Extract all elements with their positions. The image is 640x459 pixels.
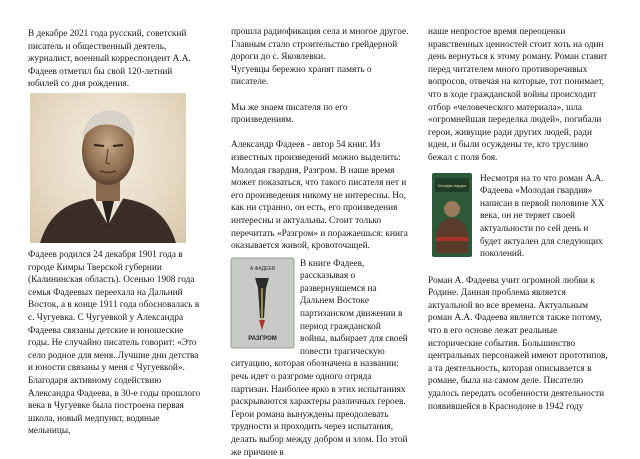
middle-paragraph-4: Александр Фадеев - автор 54 книг. Из известных произведений можно выделить: Молодая гвардия, Разгром. В наше время может показаться, что такого писателя нет и его произведения никому не интересны. Но, как ни странно, он есть, его произведения интересны и актуальны. Стоит только перечитать «Разгром» и поражаешься: книга оказывается живой, кровоточащей.	[231, 140, 408, 252]
book1-author: А.ФАДЕЕВ	[249, 265, 276, 272]
book-cover-razgrom-drawing	[231, 258, 294, 348]
biography-paragraph: Фадеев родился 24 декабря 1901 года в городе Кимры Тверской губернии (Калининская область). Осенью 1908 года семья Фадеевых переехала на Дальний Восток, а в конце 1911 года обосновалась в с. Чугуевка. С Чугуевкой у Александра Фадеева связаны детские и юношеские годы. Не случайно писатель говорит: «Это село родное для меня. Лучшие дни детства и юности связаны у меня с Чугуевкой». Благодаря активному содействию Александра Фадеева, в 30-е годы прошлого века в Чугуевке была построена первая школа, новый медпункт, водяные мельницы,	[28, 249, 201, 437]
book-cover-razgrom	[231, 258, 294, 348]
intro-paragraph: В декабре 2021 года русский, советский писатель и общественный деятель, журналист, военный корреспондент А.А. Фадеев отметил бы свой 120-летний юбилей со дня рождения.	[28, 29, 191, 90]
book2-title: Молодая гвардия	[437, 183, 467, 188]
book-cover-molodaya-gvardiya	[432, 173, 472, 257]
book-cover-molodaya-gvardiya-drawing	[432, 173, 472, 257]
middle-paragraph-2: Чугуевцы бережно хранят память о писателе.	[231, 64, 372, 88]
middle-paragraph-5: В книге Фадеев, рассказывая о развернувшемся на Дальнем Востоке партизанском движении в период гражданской войны, выбирает для своей повести трагическую ситуацию, которая обозначена в названии: речь идет о разгроме одного отряда партизан. Наиболее ярко в этих испытаниях раскрываются характеры различных героев. Герои романа вынуждены преодолевать трудности и проходить через испытания, делать выбор между добром и злом. По этой же причине в	[231, 258, 408, 458]
right-paragraph-2: Несмотря на то что роман А.А. Фадеева «Молодая гвардия» написан в первой половине XX века, он не теряет своей актуальности по сей день и будет актуален для следующих поколений.	[480, 173, 605, 260]
middle-paragraph-1: прошла радиофикация села и многое другое. Главным стало строительство грейдерной дороги до с. Яковлевки.	[231, 27, 409, 63]
left-column	[28, 0, 204, 438]
middle-paragraph-3: Мы же знаем писателя по его произведениям.	[231, 102, 348, 126]
portrait-fadeev	[30, 93, 186, 243]
book1-title: РАЗГРОМ	[248, 335, 277, 342]
right-column	[428, 0, 608, 413]
middle-column	[231, 0, 409, 459]
right-paragraph-1: наше непростое время переоценки нравственных ценностей стоит хоть на один день вернуться к этому роману. Роман ставит перед читателем много противоречивых вопросов, отвечая на которые, тот понимает, что в ходе гражданской войны происходит отбор «человеческого материала», шла «огромнейшая переделка людей», погибали герои, живущие ради других людей, ради идеи, и были осуждены те, кто трусливо бежал с поля боя.	[428, 27, 608, 163]
right-paragraph-3: Роман А. Фадеева учит огромной любви к Родине. Данная проблема является актуальной во все времена. Актуальным роман А.А. Фадеева является также потому, что в его основе лежат реальные исторические события. Большинство центральных персонажей имеют прототипов, а та деятельность, которая описывается в романе, была на самом деле. Писателю удалось передать особенности деятельности появившейся в Краснодоне в 1942 году	[428, 275, 608, 412]
portrait-drawing	[30, 93, 186, 243]
